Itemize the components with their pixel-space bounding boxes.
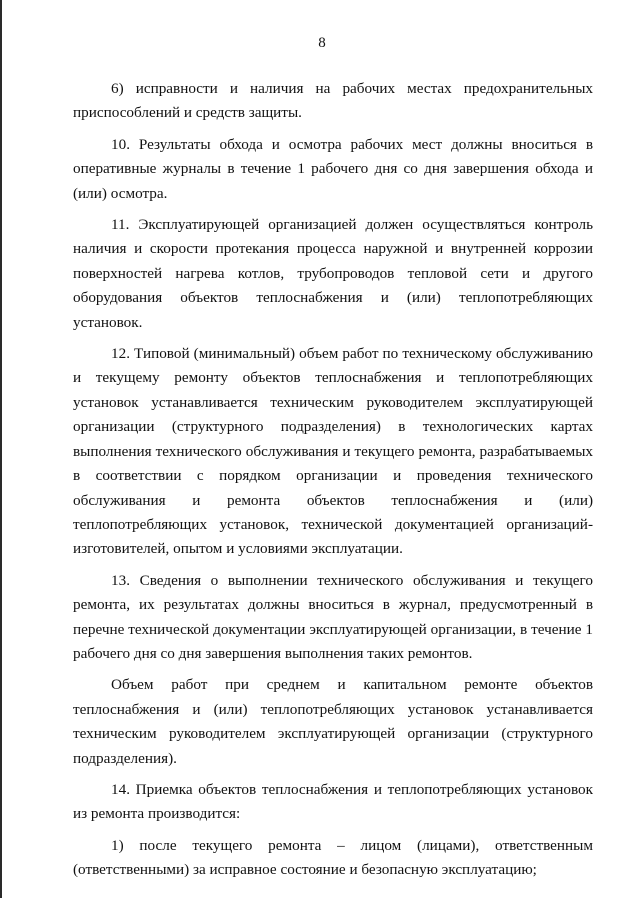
paragraph-10: 10. Результаты обхода и осмотра рабочих мест должны вноситься в оперативные журналы в течение 1 рабочего дня со дня завершения обхода и (или) осмотра.: [73, 135, 593, 202]
paragraph-14: 14. Приемка объектов теплоснабжения и теплопотребляющих установок из ремонта производится:: [73, 780, 593, 823]
paragraph-13-continued: Объем работ при среднем и капитальном ремонте объектов теплоснабжения и (или) теплопотребляющих установок устанавливается техническим руководителем эксплуатирующей организации (структурного подразделения).: [73, 676, 593, 767]
paragraph-11: 11. Эксплуатирующей организацией должен осуществляться контроль наличия и скорости протекания процесса наружной и внутренней коррозии поверхностей нагрева котлов, трубопроводов тепловой сети и другого оборудования объектов теплоснабжения и (или) теплопотребляющих установок.: [73, 216, 593, 331]
document-body: [73, 77, 593, 883]
paragraph-12: 12. Типовой (минимальный) объем работ по техническому обслуживанию и текущему ремонту объектов теплоснабжения и теплопотребляющих установок устанавливается техническим руководителем эксплуатирующей организации (структурного подразделения) в технологических картах выполнения технического обслуживания и текущего ремонта, разрабатываемых в соответствии с порядком организации и проведения технического обслуживания и ремонта объектов теплоснабжения и (или) теплопотребляющих установок, технической документацией организаций-изготовителей, опытом и условиями эксплуатации.: [73, 345, 593, 558]
paragraph-item-6: 6) исправности и наличия на рабочих местах предохранительных приспособлений и средств защиты.: [73, 80, 593, 122]
page-number: 8: [318, 35, 326, 51]
paragraph-14-item-1: 1) после текущего ремонта – лицом (лицами), ответственным (ответственными) за исправное состояние и безопасную эксплуатацию;: [73, 836, 593, 879]
paragraph-13: 13. Сведения о выполнении технического обслуживания и текущего ремонта, их результатах должны вноситься в журнал, предусмотренный в перечне технической документации эксплуатирующей организации, в течение 1 рабочего дня со дня завершения выполнения таких ремонтов.: [73, 571, 593, 662]
